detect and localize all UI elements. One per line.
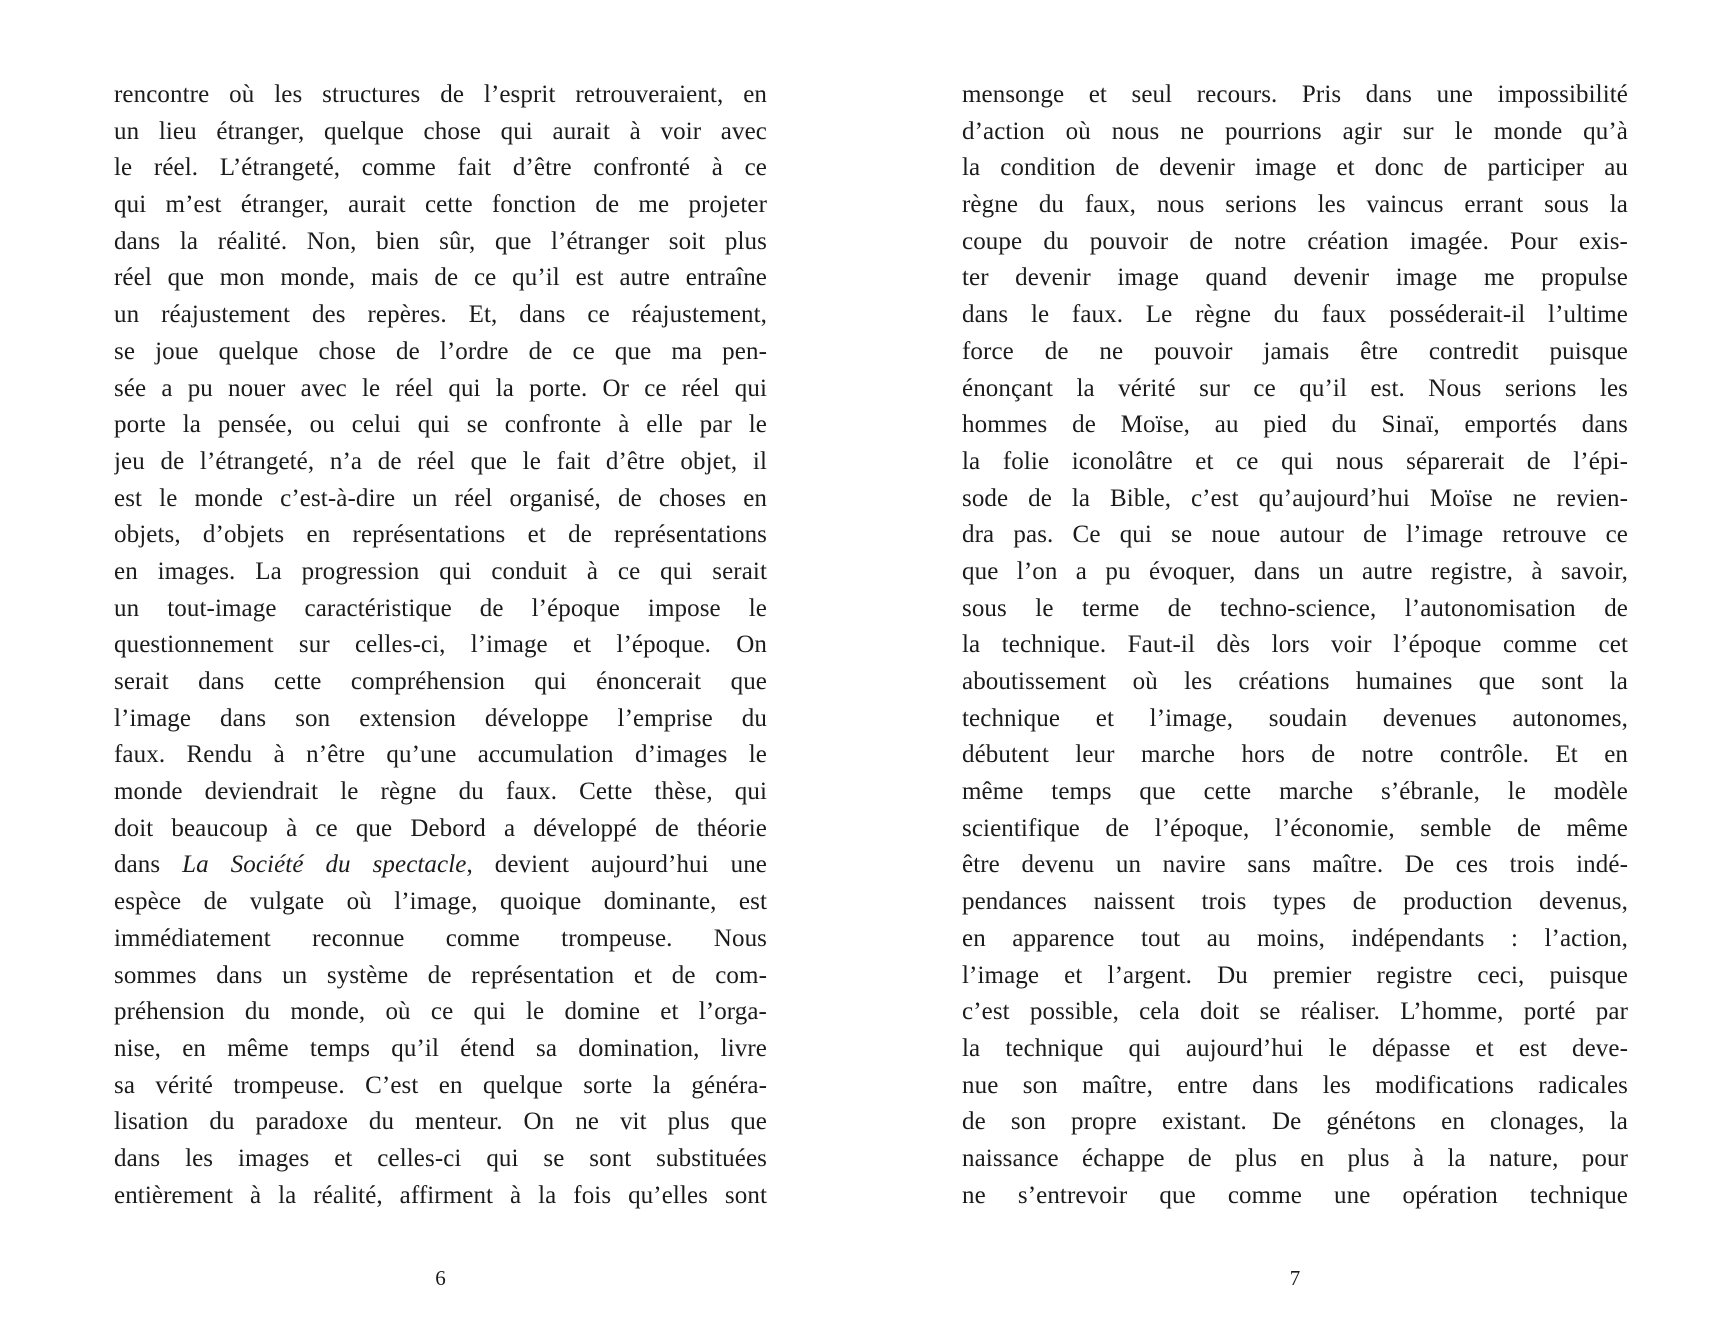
text-line: un réajustement des repères. Et, dans ce réajustement, [114, 301, 767, 329]
text-line: en apparence tout au moins, indépendants : l’action, [962, 924, 1628, 952]
text-line: qui m’est étranger, aurait cette fonction de me projeter [114, 191, 767, 219]
text-line: mensonge et seul recours. Pris dans une impossibilité [962, 81, 1628, 108]
text-line: se joue quelque chose de l’ordre de ce que ma pen- [114, 337, 767, 365]
text-line: technique et l’image, soudain devenues autonomes, [962, 704, 1628, 732]
text-line: de son propre existant. De génétons en clonages, la [962, 1108, 1628, 1136]
text-line: monde deviendrait le règne du faux. Cette thèse, qui [114, 778, 767, 806]
text-line: sode de la Bible, c’est qu’aujourd’hui Moïse ne revien- [962, 484, 1628, 512]
text-line: immédiatement reconnue comme trompeuse. Nous [114, 924, 767, 952]
text-line: nise, en même temps qu’il étend sa domination, livre [114, 1034, 767, 1062]
text-line: sous le terme de techno-science, l’autonomisation de [962, 594, 1628, 622]
text-line: dans les images et celles-ci qui se sont substituées [114, 1144, 767, 1172]
text-line: que l’on a pu évoquer, dans un autre registre, à savoir, [962, 557, 1628, 585]
text-line: l’image et l’argent. Du premier registre ceci, puisque [962, 961, 1628, 989]
text-line: sa vérité trompeuse. C’est en quelque sorte la généra- [114, 1071, 767, 1099]
text-line: un tout-image caractéristique de l’époque impose le [114, 594, 767, 622]
text-line: la condition de devenir image et donc de participer au [962, 154, 1628, 182]
text-line: c’est possible, cela doit se réaliser. L’homme, porté par [962, 998, 1628, 1026]
text-line: dans La Société du spectacle, devient aujourd’hui une [114, 851, 767, 879]
text-line: préhension du monde, où ce qui le domine et l’orga- [114, 998, 767, 1026]
text-line: énonçant la vérité sur ce qu’il est. Nous serions les [962, 374, 1628, 402]
text-line: la folie iconolâtre et ce qui nous séparerait de l’épi- [962, 447, 1628, 475]
text-line: sée a pu nouer avec le réel qui la porte. Or ce réel qui [114, 374, 767, 402]
text-line: aboutissement où les créations humaines que sont la [962, 668, 1628, 695]
text-line: le réel. L’étrangeté, comme fait d’être confronté à ce [114, 154, 767, 182]
text-line: entièrement à la réalité, affirment à la fois qu’elles sont [114, 1181, 767, 1209]
text-line: pendances naissent trois types de production devenus, [962, 888, 1628, 916]
text-line: faux. Rendu à n’être qu’une accumulation d’images le [114, 741, 767, 769]
text-line: force de ne pouvoir jamais être contredit puisque [962, 337, 1628, 365]
text-line: dans la réalité. Non, bien sûr, que l’étranger soit plus [114, 227, 767, 255]
book-page-left-text [114, 77, 767, 1214]
text-line: nue son maître, entre dans les modifications radicales [962, 1071, 1628, 1099]
text-line: rencontre où les structures de l’esprit retrouveraient, en [114, 81, 767, 108]
text-line: objets, d’objets en représentations et de représentations [114, 521, 767, 549]
text-line: coupe du pouvoir de notre création imagée. Pour exis- [962, 227, 1628, 255]
text-line: ter devenir image quand devenir image me propulse [962, 264, 1628, 292]
text-line: l’image dans son extension développe l’emprise du [114, 704, 767, 732]
text-line: questionnement sur celles-ci, l’image et l’époque. On [114, 631, 767, 659]
text-line: serait dans cette compréhension qui énoncerait que [114, 668, 767, 695]
text-line: la technique qui aujourd’hui le dépasse et est deve- [962, 1034, 1628, 1062]
text-line: jeu de l’étrangeté, n’a de réel que le fait d’être objet, il [114, 447, 767, 475]
text-line: lisation du paradoxe du menteur. On ne vit plus que [114, 1108, 767, 1136]
text-line: en images. La progression qui conduit à ce qui serait [114, 557, 767, 585]
page-number-right: 7 [1289, 1266, 1301, 1290]
text-line: sommes dans un système de représentation et de com- [114, 961, 767, 989]
text-line: scientifique de l’époque, l’économie, semble de même [962, 814, 1628, 842]
text-line: un lieu étranger, quelque chose qui aurait à voir avec [114, 117, 767, 145]
text-line: règne du faux, nous serions les vaincus errant sous la [962, 191, 1628, 219]
text-line: hommes de Moïse, au pied du Sinaï, emportés dans [962, 411, 1628, 439]
text-line: doit beaucoup à ce que Debord a développé de théorie [114, 814, 767, 842]
text-line: réel que mon monde, mais de ce qu’il est autre entraîne [114, 264, 767, 292]
text-line: même temps que cette marche s’ébranle, le modèle [962, 778, 1628, 806]
text-line: naissance échappe de plus en plus à la nature, pour [962, 1144, 1628, 1172]
text-line: la technique. Faut-il dès lors voir l’époque comme cet [962, 631, 1628, 659]
text-line: débutent leur marche hors de notre contrôle. Et en [962, 741, 1628, 769]
text-line: ne s’entrevoir que comme une opération technique [962, 1181, 1628, 1209]
text-line: être devenu un navire sans maître. De ces trois indé- [962, 851, 1628, 879]
book-page-right-text [962, 77, 1628, 1214]
page-number-left: 6 [435, 1266, 446, 1290]
text-line: dra pas. Ce qui se noue autour de l’image retrouve ce [962, 521, 1628, 549]
text-line: est le monde c’est-à-dire un réel organisé, de choses en [114, 484, 767, 512]
text-line: d’action où nous ne pourrions agir sur le monde qu’à [962, 117, 1628, 145]
text-line: porte la pensée, ou celui qui se confronte à elle par le [114, 411, 767, 439]
text-line: dans le faux. Le règne du faux posséderait-il l’ultime [962, 301, 1628, 329]
text-line: espèce de vulgate où l’image, quoique dominante, est [114, 888, 767, 916]
